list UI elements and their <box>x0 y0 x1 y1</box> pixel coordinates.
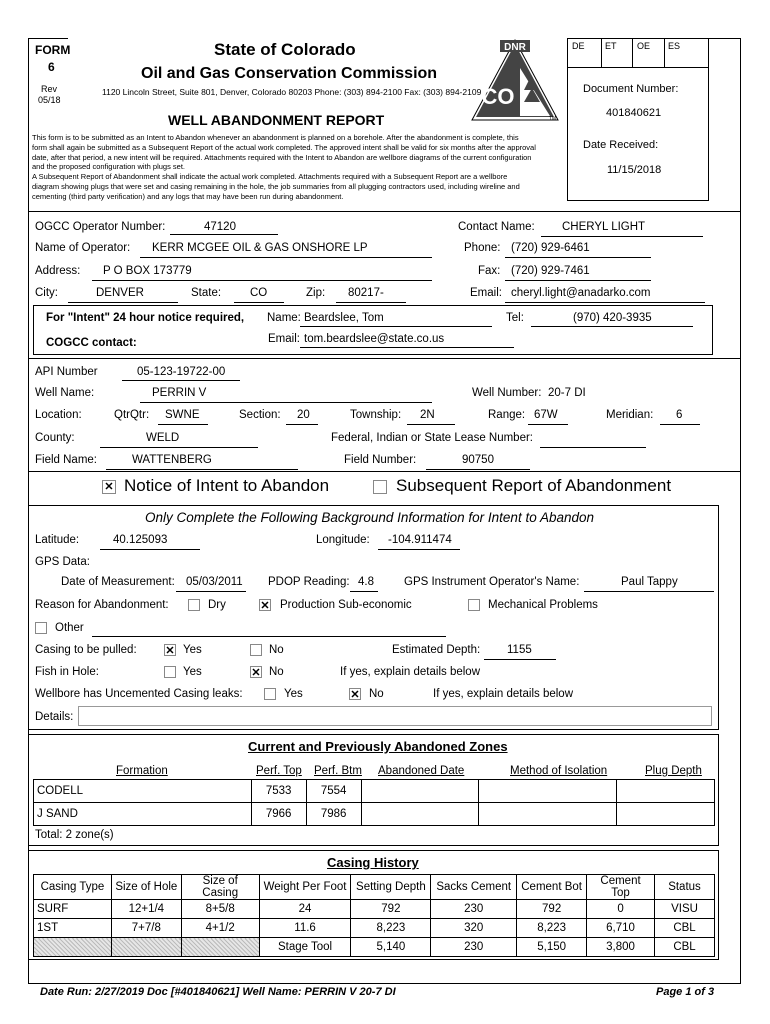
contact-name-line <box>541 236 703 237</box>
page-frame-top <box>709 38 741 39</box>
latitude-line <box>100 549 200 550</box>
reason-other-line[interactable] <box>92 636 446 637</box>
header-divider <box>28 211 741 212</box>
field-name[interactable]: WATTENBERG <box>132 454 212 466</box>
subsequent-checkbox[interactable] <box>373 480 387 494</box>
range-label: Range: <box>488 409 526 421</box>
instruction-line: date, after that period, a new intent will be required. Attachments required with the Intent to Abandon are wellbore diagrams of the current configuration <box>32 152 532 162</box>
gps-operator-label: GPS Instrument Operator's Name: <box>404 576 580 588</box>
well-number-label: Well Number: <box>472 387 542 399</box>
table-cell: 24 <box>259 900 351 919</box>
cogcc-tel-label: Tel: <box>506 312 524 324</box>
document-number: 401840621 <box>606 107 662 119</box>
well-number[interactable]: 20-7 DI <box>548 387 586 399</box>
intent-label: Notice of Intent to Abandon <box>124 476 330 495</box>
cogcc-tel[interactable]: (970) 420-3935 <box>573 312 652 324</box>
table-cell: 320 <box>431 919 517 938</box>
api-line <box>122 380 240 381</box>
casing-pulled-label: Casing to be pulled: <box>35 644 137 656</box>
table-cell: Stage Tool <box>259 938 351 957</box>
gps-operator-line <box>584 591 714 592</box>
casing-pulled-yes-label: Yes <box>183 644 202 656</box>
fax-line <box>505 280 651 281</box>
section[interactable]: 20 <box>297 409 310 421</box>
gps-data-label: GPS Data: <box>35 556 90 568</box>
svg-text:CO: CO <box>481 84 515 109</box>
report-title: WELL ABANDONMENT REPORT <box>168 112 385 128</box>
table-row <box>34 780 715 803</box>
casing-header-cell: Status <box>655 875 715 900</box>
township-label: Township: <box>350 409 402 421</box>
cogcc-email[interactable]: tom.beardslee@state.co.us <box>304 333 445 345</box>
reason-dry-label: Dry <box>208 599 226 611</box>
table-cell: 6,710 <box>587 919 655 938</box>
reason-other-checkbox[interactable] <box>35 622 47 634</box>
longitude-line <box>378 549 460 550</box>
city-line <box>68 302 178 303</box>
uncemented-yes-label: Yes <box>284 688 303 700</box>
table-cell: 11.6 <box>259 919 351 938</box>
table-cell: 7966 <box>251 803 306 826</box>
reason-dry-checkbox[interactable] <box>188 599 200 611</box>
lease-line <box>540 447 646 448</box>
email-label: Email: <box>470 287 502 299</box>
reason-mechanical-label: Mechanical Problems <box>488 599 598 611</box>
casing-header-cell: Size of Hole <box>111 875 181 900</box>
table-cell <box>361 780 479 803</box>
table-cell: J SAND <box>34 803 252 826</box>
reason-mechanical-checkbox[interactable] <box>468 599 480 611</box>
api-label: API Number <box>35 366 98 378</box>
fish-yes-checkbox[interactable] <box>164 666 176 678</box>
address-label: Address: <box>35 265 81 277</box>
svg-text:TM: TM <box>548 116 556 122</box>
table-cell: 792 <box>517 900 587 919</box>
date-measurement-line <box>176 591 246 592</box>
dnr-logo <box>470 38 560 122</box>
cogcc-contact-label: COGCC contact: <box>46 337 137 349</box>
intent-notice-label: For "Intent" 24 hour notice required, <box>46 312 245 324</box>
reason-production-checkbox[interactable] <box>259 599 271 611</box>
address[interactable]: P O BOX 173779 <box>103 265 192 277</box>
table-cell <box>361 803 479 826</box>
field-number-label: Field Number: <box>344 454 417 466</box>
office-code: DE <box>572 41 585 51</box>
table-cell: CODELL <box>34 780 252 803</box>
zones-header-formation: Formation <box>116 765 168 777</box>
email-line <box>505 302 705 303</box>
table-cell <box>617 780 715 803</box>
table-cell-shaded <box>181 938 259 957</box>
table-cell: 8,223 <box>351 919 431 938</box>
qtrqtr[interactable]: SWNE <box>165 409 200 421</box>
township[interactable]: 2N <box>420 409 435 421</box>
field-number[interactable]: 90750 <box>462 454 494 466</box>
fax[interactable]: (720) 929-7461 <box>511 265 590 277</box>
estimated-depth-line <box>484 659 556 660</box>
operator-name-line <box>140 257 432 258</box>
footer-run-info: Date Run: 2/27/2019 Doc [#401840621] Well Name: PERRIN V 20-7 DI <box>40 986 396 998</box>
estimated-depth-label: Estimated Depth: <box>392 644 481 656</box>
casing-header-cell: Size of Casing <box>181 875 259 900</box>
table-cell: CBL <box>655 919 715 938</box>
cogcc-name-line <box>300 326 492 327</box>
table-row <box>34 919 715 938</box>
casing-header-cell: Casing Type <box>34 875 112 900</box>
well-name-line <box>140 402 432 403</box>
cogcc-name[interactable]: Beardslee, Tom <box>304 312 384 324</box>
state-label: State: <box>191 287 222 299</box>
well-name-label: Well Name: <box>35 387 95 399</box>
office-code-dividers <box>664 38 665 68</box>
phone-line <box>505 257 651 258</box>
table-cell: 8+5/8 <box>181 900 259 919</box>
instruction-line: A Subsequent Report of Abandonment shall indicate the actual work completed. Attachments required with a Subsequent Report are a wellbore <box>32 172 508 182</box>
agency-state: State of Colorado <box>214 40 356 59</box>
city-label: City: <box>35 287 58 299</box>
phone-label: Phone: <box>464 242 501 254</box>
operator-name-label: Name of Operator: <box>35 242 131 254</box>
page-frame-right <box>740 38 741 984</box>
uncemented-no-label: No <box>369 688 384 700</box>
uncemented-yes-checkbox[interactable] <box>264 688 276 700</box>
contact-name-label: Contact Name: <box>458 221 535 233</box>
gps-operator[interactable]: Paul Tappy <box>621 576 678 588</box>
table-cell: 230 <box>431 900 517 919</box>
casing-pulled-no-checkbox[interactable] <box>250 644 262 656</box>
reason-production-label: Production Sub-economic <box>280 599 412 611</box>
fish-no-label: No <box>269 666 284 678</box>
zones-header-plug-depth: Plug Depth <box>645 765 702 777</box>
pdop-label: PDOP Reading: <box>268 576 350 588</box>
ogcc-number-label: OGCC Operator Number: <box>35 221 166 233</box>
reason-label: Reason for Abandonment: <box>35 599 169 611</box>
zip-line <box>336 302 406 303</box>
table-cell: CBL <box>655 938 715 957</box>
meridian[interactable]: 6 <box>676 409 683 421</box>
state[interactable]: CO <box>250 287 268 299</box>
table-cell: 0 <box>587 900 655 919</box>
field-name-line <box>106 469 298 470</box>
office-code-dividers <box>632 38 633 68</box>
pdop-line <box>350 591 378 592</box>
table-cell: 4+1/2 <box>181 919 259 938</box>
township-line <box>407 424 455 425</box>
table-cell: 8,223 <box>517 919 587 938</box>
county-label: County: <box>35 432 75 444</box>
county[interactable]: WELD <box>146 432 180 444</box>
operator-name[interactable]: KERR MCGEE OIL & GAS ONSHORE LP <box>152 242 368 254</box>
well-name[interactable]: PERRIN V <box>152 387 207 399</box>
casing-header-cell: Cement Top <box>587 875 655 900</box>
table-cell-shaded <box>111 938 181 957</box>
instruction-line: form shall again be submitted as a Subsequent Report of the actual work completed. The approved intent shall be valid for six months after the approval <box>32 142 536 152</box>
date-measurement[interactable]: 05/03/2011 <box>186 576 243 588</box>
cogcc-tel-line <box>531 326 693 327</box>
contact-name[interactable]: CHERYL LIGHT <box>562 221 646 233</box>
casing-header-cell: Setting Depth <box>351 875 431 900</box>
table-cell: 7986 <box>306 803 361 826</box>
qtrqtr-label: QtrQtr: <box>114 409 150 421</box>
longitude-label: Longitude: <box>316 534 370 546</box>
uncemented-explain-note: If yes, explain details below <box>433 688 573 700</box>
cogcc-name-label: Name: <box>267 312 301 324</box>
field-number-line <box>426 469 530 470</box>
date-received: 11/15/2018 <box>607 164 662 176</box>
table-cell: VISU <box>655 900 715 919</box>
rev-date: 05/18 <box>38 95 61 105</box>
county-line <box>100 447 258 448</box>
rev-label: Rev <box>41 84 58 94</box>
zones-header-abandoned-date: Abandoned Date <box>378 765 465 777</box>
agency-name: Oil and Gas Conservation Commission <box>141 65 438 82</box>
casing-header-cell: Cement Bot <box>517 875 587 900</box>
instruction-line: diagram showing plugs that were set and casing remaining in the hole, the job summaries from all plugging contractors used, including wireline and <box>32 181 520 191</box>
office-code: ET <box>605 41 617 51</box>
city[interactable]: DENVER <box>96 287 144 299</box>
agency-address: 1120 Lincoln Street, Suite 801, Denver, Colorado 80203 Phone: (303) 894-2100 Fax: (303) 894-2109 <box>102 87 482 97</box>
details-label: Details: <box>35 711 74 723</box>
lease-label: Federal, Indian or State Lease Number: <box>331 432 534 444</box>
phone[interactable]: (720) 929-6461 <box>511 242 590 254</box>
table-cell: 1ST <box>34 919 112 938</box>
cogcc-email-line <box>300 347 514 348</box>
ogcc-number[interactable]: 47120 <box>204 221 236 233</box>
section-line <box>286 424 318 425</box>
date-measurement-label: Date of Measurement: <box>61 576 175 588</box>
location-label: Location: <box>35 409 82 421</box>
table-cell <box>617 803 715 826</box>
office-code: ES <box>668 41 681 51</box>
zones-header-method: Method of Isolation <box>510 765 608 777</box>
estimated-depth[interactable]: 1155 <box>507 644 532 656</box>
meridian-line <box>660 424 700 425</box>
details-field[interactable] <box>78 706 712 726</box>
email[interactable]: cheryl.light@anadarko.com <box>511 287 651 299</box>
table-cell: 792 <box>351 900 431 919</box>
latitude[interactable]: 40.125093 <box>113 534 168 546</box>
date-received-label: Date Received: <box>583 139 659 151</box>
table-cell: 3,800 <box>587 938 655 957</box>
zip[interactable]: 80217- <box>348 287 384 299</box>
form-number-frame <box>28 38 71 110</box>
cogcc-email-label: Email: <box>268 333 300 345</box>
zones-total: Total: 2 zone(s) <box>35 829 114 841</box>
table-cell: 5,150 <box>517 938 587 957</box>
reason-other-label: Other <box>55 622 84 634</box>
api-number[interactable]: 05-123-19722-00 <box>137 366 226 378</box>
pdop[interactable]: 4.8 <box>358 576 374 588</box>
fish-yes-label: Yes <box>183 666 202 678</box>
zones-header-perf-btm: Perf. Btm <box>314 765 362 777</box>
footer-page: Page 1 of 3 <box>656 986 715 998</box>
fish-no-checkbox[interactable] <box>250 666 262 678</box>
section-label: Section: <box>239 409 281 421</box>
table-cell: 7554 <box>306 780 361 803</box>
casing-pulled-yes-checkbox[interactable] <box>164 644 176 656</box>
table-cell <box>479 780 617 803</box>
table-cell: 7+7/8 <box>111 919 181 938</box>
zones-title: Current and Previously Abandoned Zones <box>248 739 508 754</box>
uncemented-label: Wellbore has Uncemented Casing leaks: <box>35 688 243 700</box>
table-cell: 7533 <box>251 780 306 803</box>
qtrqtr-line <box>158 424 208 425</box>
casing-header-row <box>34 875 715 900</box>
table-cell: 5,140 <box>351 938 431 957</box>
subsequent-label: Subsequent Report of Abandonment <box>396 476 672 495</box>
address-line <box>92 280 432 281</box>
table-row <box>34 900 715 919</box>
form-label: FORM <box>35 43 71 57</box>
casing-header-cell: Weight Per Foot <box>259 875 351 900</box>
meridian-label: Meridian: <box>606 409 654 421</box>
casing-title: Casing History <box>327 855 419 870</box>
zones-header-perf-top: Perf. Top <box>256 765 302 777</box>
table-cell: 230 <box>431 938 517 957</box>
fax-label: Fax: <box>478 265 501 277</box>
zones-table <box>33 779 715 826</box>
table-cell: SURF <box>34 900 112 919</box>
range-line <box>528 424 568 425</box>
instruction-line: This form is to be submitted as an Intent to Abandon whenever an abandonment is planned on a borehole. After the abandonment is complete, this <box>32 133 519 142</box>
state-line <box>234 302 284 303</box>
latitude-label: Latitude: <box>35 534 80 546</box>
uncemented-no-checkbox[interactable] <box>349 688 361 700</box>
svg-text:DNR: DNR <box>504 42 526 53</box>
field-name-label: Field Name: <box>35 454 97 466</box>
zip-label: Zip: <box>306 287 326 299</box>
instruction-line: and the proposed configuration with plugs set. <box>32 162 186 172</box>
intent-checkbox[interactable] <box>102 480 116 494</box>
page-frame-bottom <box>28 983 741 984</box>
table-row <box>34 803 715 826</box>
fish-label: Fish in Hole: <box>35 666 99 678</box>
casing-table <box>33 874 715 957</box>
instructions-block <box>32 133 568 202</box>
ogcc-number-line <box>170 234 278 235</box>
office-code: OE <box>637 41 651 51</box>
background-title: Only Complete the Following Background Information for Intent to Abandon <box>145 510 595 525</box>
longitude[interactable]: -104.911474 <box>388 534 452 546</box>
instruction-line: cementing (third party verification) and any logs that may have been run during abandonment. <box>32 191 344 201</box>
casing-header-cell: Sacks Cement <box>431 875 517 900</box>
table-cell-shaded <box>34 938 112 957</box>
form-number: 6 <box>48 60 55 74</box>
document-number-label: Document Number: <box>583 83 679 95</box>
office-code-dividers <box>601 38 602 68</box>
range[interactable]: 67W <box>534 409 558 421</box>
table-cell <box>479 803 617 826</box>
table-cell: 12+1/4 <box>111 900 181 919</box>
fish-explain-note: If yes, explain details below <box>340 666 480 678</box>
table-row <box>34 938 715 957</box>
casing-pulled-no-label: No <box>269 644 284 656</box>
